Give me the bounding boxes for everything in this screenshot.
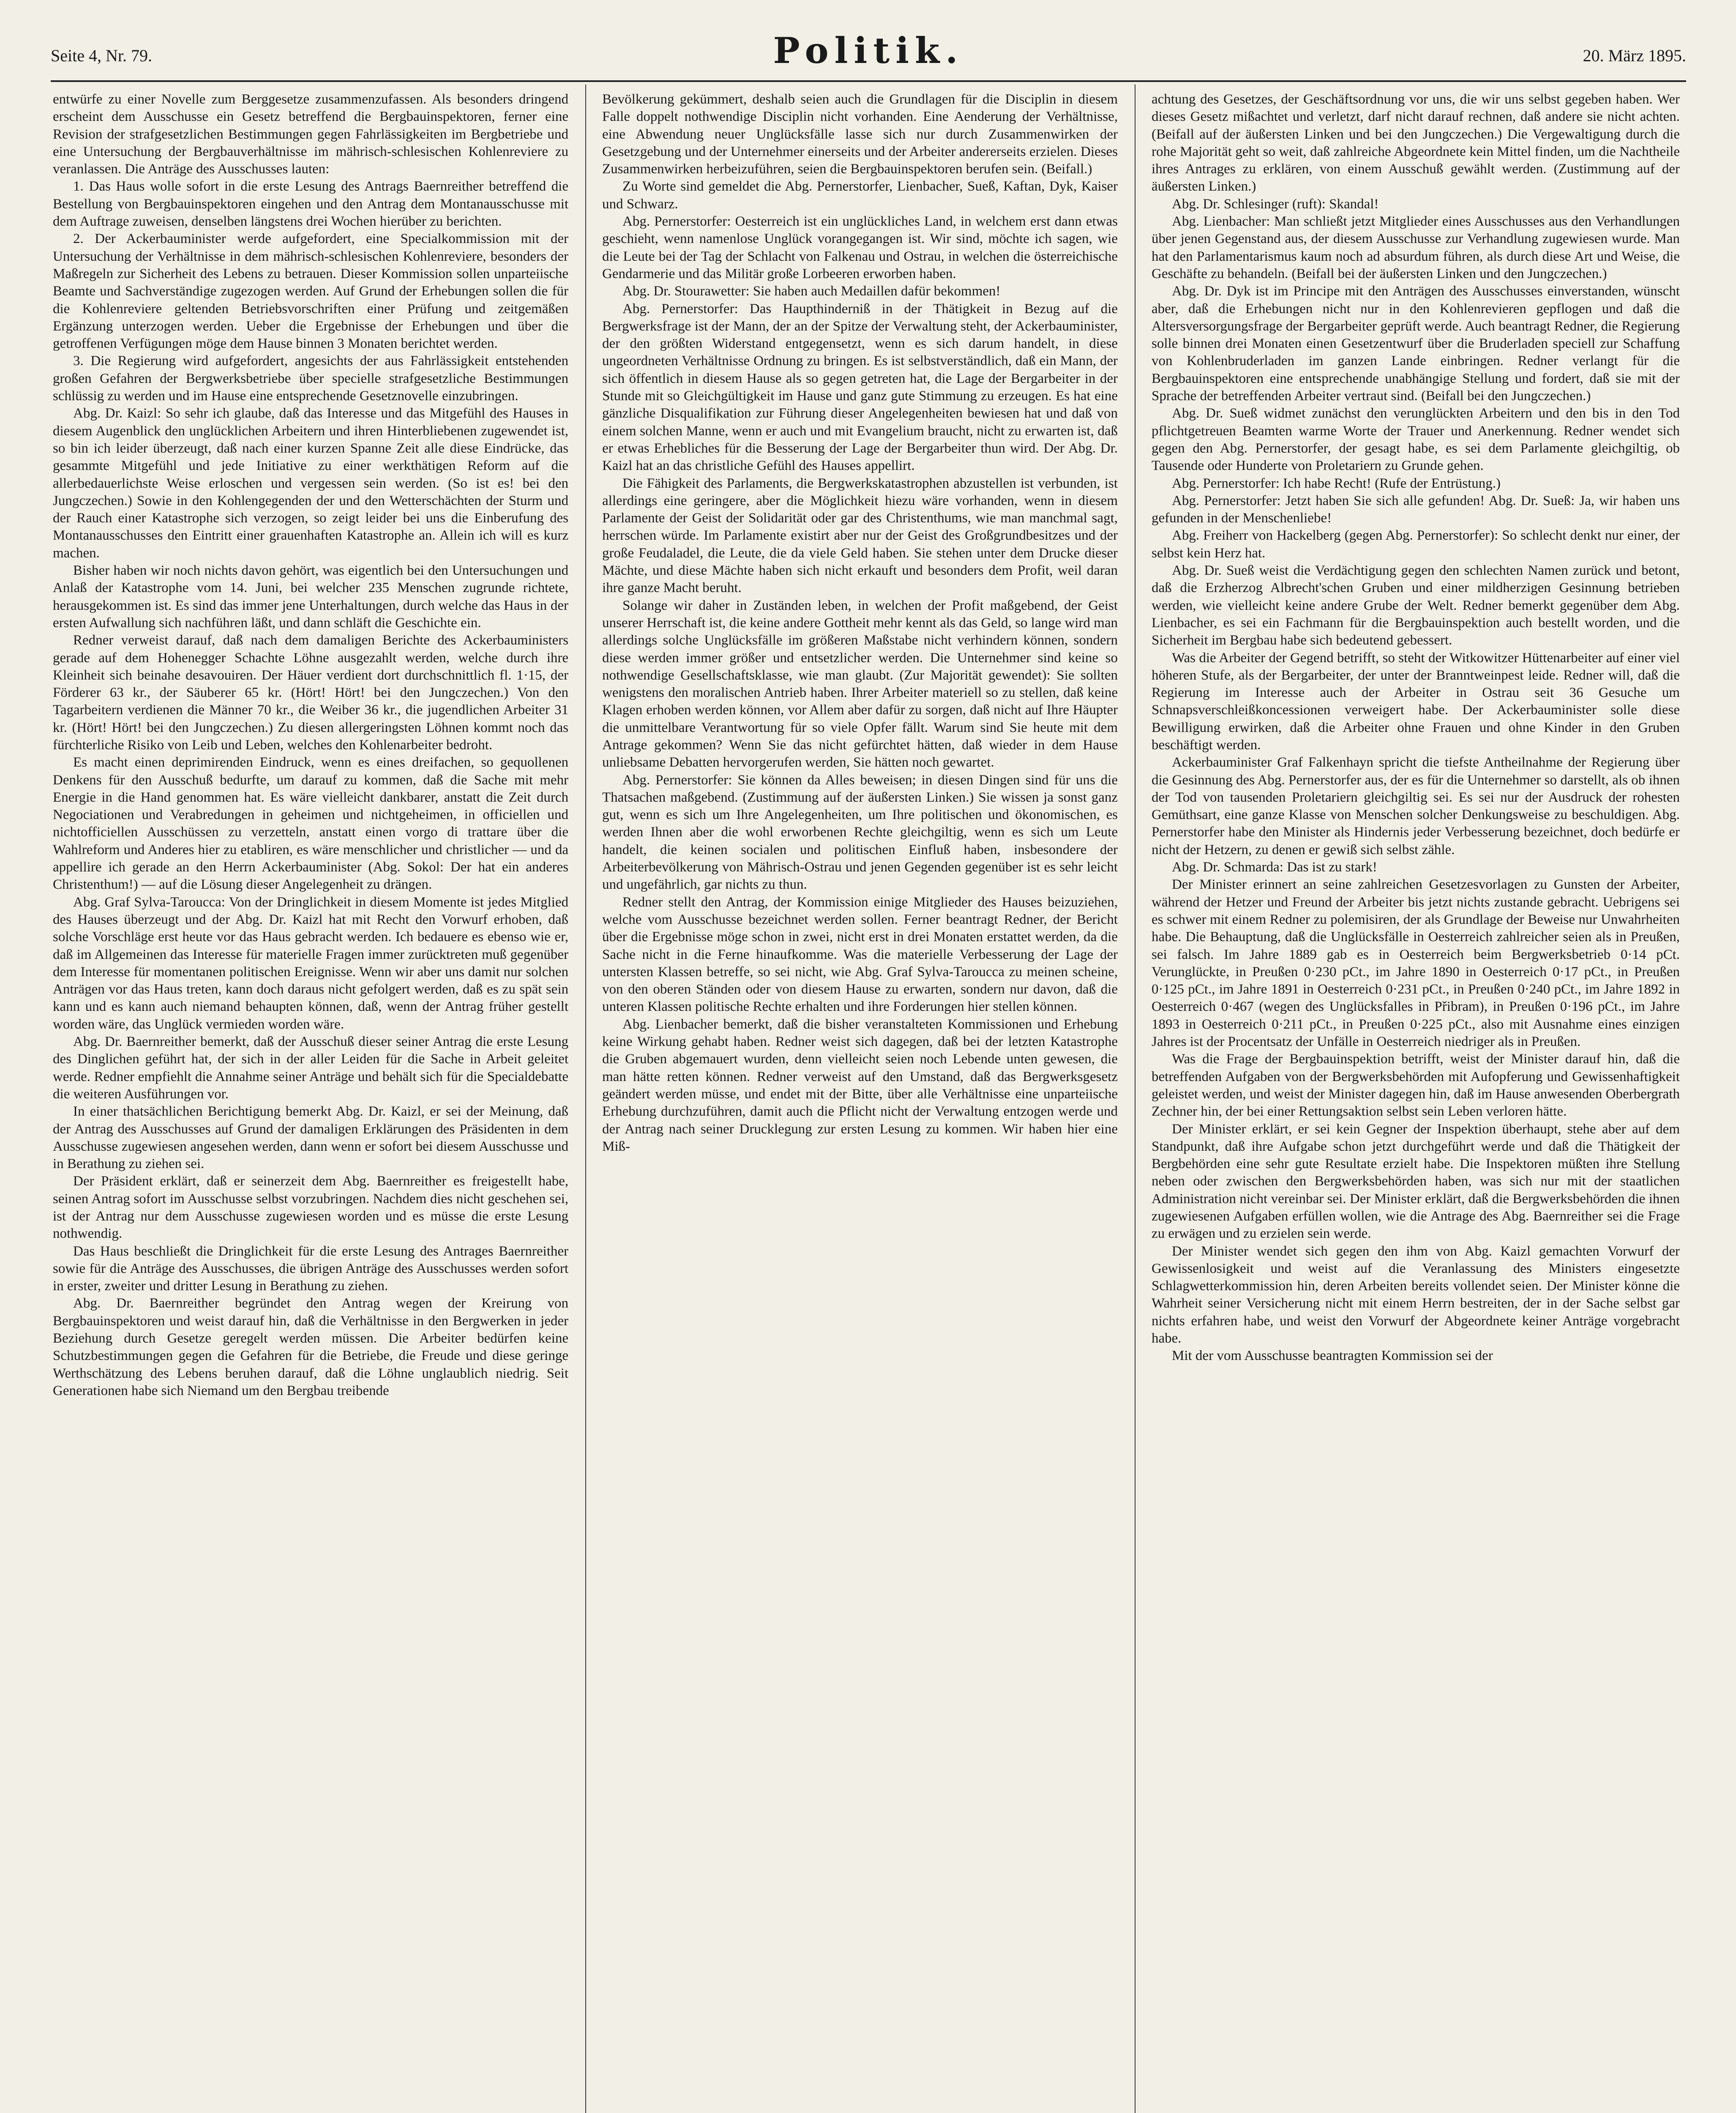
- article-paragraph: Abg. Lienbacher: Man schließt jetzt Mitglieder eines Ausschusses aus den Verhandlungen über jenen Gegenstand aus, der diesem Ausschusse zur Verhandlung zugewiesen wurde. Man hat den Parlamentarismus kaum noch ad absurdum führen, als durch diese Art und Weise, die Geschäfte zu behandeln. (Beifall bei der äußersten Linken und den Jungczechen.): [1152, 214, 1680, 281]
- article-paragraph: 3. Die Regierung wird aufgefordert, angesichts der aus Fahrlässigkeit entstehenden großen Gefahren der Bergwerksbetriebe über specielle strafgesetzliche Bestimmungen schlüssig zu werden und im Hause eine entsprechende Gesetznovelle einzubringen.: [53, 353, 568, 404]
- text-column-1: [53, 91, 568, 2113]
- column-divider: [585, 85, 586, 2113]
- article-paragraph: Mit der vom Ausschusse beantragten Kommission sei der: [1172, 1348, 1493, 1364]
- article-paragraph: Bisher haben wir noch nichts davon gehört, was eigentlich bei den Untersuchungen und Anlaß der Katastrophe vom 14. Juni, bei welcher 235 Menschen zugrunde richtete, herausgekommen ist. Es sind das immer jene Unterhaltungen, durch welche das Haus in der ersten Aufwallung sich nachführen läßt, und dann schläft die Geschichte ein.: [53, 563, 568, 631]
- article-paragraph: Solange wir daher in Zuständen leben, in welchen der Profit maßgebend, der Geist unserer Herrschaft ist, die keine andere Gottheit mehr kennt als das Geld, so lange wird man allerdings solche Unglücksfälle im größeren Maßstabe nicht verhindern können, sondern diese werden immer größer und entsetzlicher werden. Die Unternehmer sind keine so nothwendige Gesellschaftsklasse, wie man glaubt. (Zur Majorität gewendet): Sie sollten wenigstens den moralischen Antrieb haben. Ihrer Arbeiter materiell so zu stellen, daß keine Klagen erhoben werden können, vor Allem aber dafür zu sorgen, daß nicht auf Ihre Häupter die unmittelbare Verantwortung für so viele Opfer fällt. Warum sind Sie heute mit dem Antrage gekommen? Wenn Sie das nicht gefürchtet hätten, daß wieder in dem Hause unliebsame Debatten hervorgerufen werden, Sie hätten noch gewartet.: [602, 598, 1118, 770]
- article-paragraph: 2. Der Ackerbauminister werde aufgefordert, eine Specialkommission mit der Untersuchung der Verhältnisse in dem mährisch-schlesischen Kohlenreviere, besonders der Maßregeln zur Sicherheit des Lebens zu betrauen. Dieser Kommission sollen unparteiische Beamte und Sachverständige zugezogen werden. Auf Grund der Erhebungen sollen die für die Kohlenreviere geltenden Betriebsvorschriften einer Prüfung und zeitgemäßen Ergänzung unterzogen werden. Ueber die Ergebnisse der Erhebungen und über die getroffenen Verfügungen möge dem Hause binnen 3 Monaten berichtet werden.: [53, 231, 568, 352]
- article-paragraph: Abg. Pernerstorfer: Jetzt haben Sie sich alle gefunden! Abg. Dr. Sueß: Ja, wir haben uns gefunden in der Menschenliebe!: [1152, 493, 1680, 526]
- article-paragraph: Abg. Pernerstorfer: Ich habe Recht! (Rufe der Entrüstung.): [1172, 475, 1501, 491]
- article-paragraph: Was die Frage der Bergbauinspektion betrifft, weist der Minister darauf hin, daß die betreffenden Aufgaben von der Bergwerksbehörden mit Aufopferung und Gewissenhaftigkeit geleistet werden, und weist der Minister dagegen hin, daß im Hause anwesenden Oberbergrath Zechner hin, der bei einer Rettungsaktion selbst sein Leben verloren hätte.: [1152, 1051, 1680, 1119]
- issue-date: 20. März 1895.: [1583, 46, 1686, 65]
- article-paragraph: Abg. Dr. Baernreither begründet den Antrag wegen der Kreirung von Bergbauinspektoren und weist darauf hin, daß die Verhältnisse in den Bergwerken in jeder Beziehung durch Gesetze geregelt werden müssen. Die Arbeiter bedürfen keine Schutzbestimmungen gegen die Gefahren für die Betriebe, die Freude und diese geringe Werthschätzung des Lebens beruhen darauf, daß die Löhne unglaublich niedrig. Seit Generationen habe sich Niemand um den Bergbau treibende: [53, 1296, 568, 1398]
- section-title: Politik.: [773, 30, 964, 71]
- article-paragraph: Was die Arbeiter der Gegend betrifft, so steht der Witkowitzer Hüttenarbeiter auf einer viel höheren Stufe, als der Bergarbeiter, der unter der Branntweinpest leide. Redner will, daß die Regierung im Interesse auch der Arbeiter in Ostrau seit 36 Gesuche um Schnapsverschleißkoncessionen verweigert habe. Der Ackerbauminister solle diese Bewilligung erwirken, daß die Arbeiter ohne Frauen und ohne Kinder in den Gruben beschäftigt werden.: [1152, 650, 1680, 753]
- article-paragraph: Redner stellt den Antrag, der Kommission einige Mitglieder des Hauses beizuziehen, welche vom Ausschusse bezeichnet werden sollen. Ferner beantragt Redner, der Bericht über die Ergebnisse möge schon in zwei, nicht erst in drei Monaten erstattet werden, da die Sache nicht in die Ferne hinaufkomme. Was die materielle Verbesserung der Lage der untersten Klassen betreffe, so sei nicht, wie Abg. Graf Sylva-Taroucca zu meinen scheine, von den oberen Ständen oder von diesem Hause zu erwarten, sondern nur davon, daß die unteren Klassen politische Rechte erhalten und ihre Forderungen hier stellen können.: [602, 894, 1118, 1015]
- article-paragraph: Abg. Pernerstorfer: Das Haupthinderniß in der Thätigkeit in Bezug auf die Bergwerksfrage ist der Mann, der an der Spitze der Verwaltung steht, der Ackerbauminister, der den größten Widerstand entgegensetzt, wenn es sich darum handelt, in diese ungeordneten Verhältnisse Ordnung zu bringen. Es ist selbstverständlich, daß ein Mann, der sich öffentlich in diesem Hause als so gegen getreten hat, die Lage der Bergarbeiter in der Stunde mit so Gleichgültigkeit im Hause und ganz gute Stimmung zu erzeugen. Es hat eine gänzliche Disqualifikation zur Führung dieser Angelegenheiten bewiesen hat und daß von einem solchen Manne, wenn er auch und mit Evangelium braucht, nicht zu erwarten ist, daß er etwas Erhebliches für die Besserung der Lage der Bergarbeiter thun wird. Der Abg. Dr. Kaizl hat an das christliche Gefühl des Hauses appellirt.: [602, 301, 1118, 474]
- article-paragraph: Der Minister wendet sich gegen den ihm von Abg. Kaizl gemachten Vorwurf der Gewissenlosigkeit und weist auf die Veranlassung des Ministers eingesetzte Schlagwetterkommission hin, deren Arbeiten bereits vollendet seien. Der Minister könne die Wahrheit seiner Versicherung nicht mit einem Herrn bestreiten, der in der Sache selbst gar nichts erfahren habe, und weist den Vorwurf der Abgeordnete keiner Anträge vorgebracht habe.: [1152, 1243, 1680, 1346]
- article-paragraph: Abg. Graf Sylva-Taroucca: Von der Dringlichkeit in diesem Momente ist jedes Mitglied des Hauses überzeugt und der Abg. Dr. Kaizl hat mit Recht den Vorwurf erhoben, daß solche Vorschläge erst heute vor das Haus gebracht werden. Ich bedauere es ebenso wie er, daß im Allgemeinen das Interesse für materielle Fragen immer zurücktreten muß gegenüber dem Interesse für momentanen politischen Ereignisse. Wenn wir aber uns damit nur solchen Anträgen vor das Haus treten, kann doch daraus nicht gefolgert werden, daß es zu spät sein kann und es kann auch niemand behaupten können, daß, wenn der Antrag früher gestellt worden wäre, das Unglück vermieden worden wäre.: [53, 894, 568, 1032]
- article-paragraph: Ackerbauminister Graf Falkenhayn spricht die tiefste Antheilnahme der Regierung über die Gesinnung des Abg. Pernerstorfer aus, der es für die Unternehmer so darstellt, als ob ihnen der Tod von tausenden Proletariern gleichgiltig sei. Es sei nur der Ausdruck der rohesten Gemüthsart, eine ganze Klasse von Menschen solcher Denkungsweise zu beschuldigen. Abg. Pernerstorfer habe den Minister als Hindernis jeder Verbesserung bezeichnet, doch bedürfe er nicht der Hetzern, zu denen er gewiß sich selbst zähle.: [1152, 755, 1680, 857]
- article-paragraph: Abg. Dr. Sueß widmet zunächst den verunglückten Arbeitern und den bis in den Tod pflichtgetreuen Beamten warme Worte der Trauer und Anerkennung. Redner wendet sich gegen den Abg. Pernerstorfer, der gesagt habe, es sei dem Parlamente gleichgiltig, ob Tausende oder Hunderte von Proletariern zu Grunde gehen.: [1152, 406, 1680, 474]
- article-paragraph: Redner verweist darauf, daß nach dem damaligen Berichte des Ackerbauministers gerade auf dem Hohenegger Schachte Löhne ausgezahlt werden, welche durch ihre Kleinheit sich beinahe desavouiren. Der Häuer verdient dort durchschnittlich fl. 1·15, der Förderer 63 kr., der Säuberer 65 kr. (Hört! Hört! bei den Jungczechen.) Von den Tagarbeitern verdienen die Männer 70 kr., die Weiber 36 kr., die jugendlichen Arbeiter 31 kr. (Hört! Hört! bei den Jungczechen.) Zu diesen allergeringsten Löhnen kommt noch das fürchterliche Risiko von Leib und Leben, welches den Kohlenarbeiter bedroht.: [53, 633, 568, 753]
- article-paragraph: Abg. Lienbacher bemerkt, daß die bisher veranstalteten Kommissionen und Erhebung keine Wirkung gehabt haben. Redner weist sich dagegen, daß bei der letzten Katastrophe die Gruben abgemauert wurden, denn vielleicht seien noch Lebende unten gewesen, die man hätte retten können. Redner verweist auf den Umstand, daß das Bergwerksgesetz geändert werden müsse, und endet mit der Bitte, über alle Verhältnisse eine unparteiische Erhebung durchzuführen, damit auch die Pflicht nicht der Verwaltung entzogen werde und der Antrag nach seiner Drucklegung zur ersten Lesung zu kommen. Wir haben hier eine Miß-: [602, 1016, 1118, 1154]
- article-paragraph: achtung des Gesetzes, der Geschäftsordnung vor uns, die wir uns selbst gegeben haben. Wer dieses Gesetz mißachtet und verletzt, darf nicht darauf rechnen, daß andere sie nicht achten. (Beifall auf der äußersten Linken und bei den Jungczechen.) Die Vergewaltigung durch die rohe Majorität geht so weit, daß zahlreiche Abgeordnete kein Mittel finden, um die Nachtheile ihres Antrages zu erklären, von einem Ausschuß gewählt werden. (Zustimmung auf der äußersten Linken.): [1152, 92, 1680, 194]
- article-paragraph: Abg. Dr. Schmarda: Das ist zu stark!: [1172, 860, 1377, 875]
- article-paragraph: Der Präsident erklärt, daß er seinerzeit dem Abg. Baernreither es freigestellt habe, seinen Antrag sofort im Ausschusse selbst vorzubringen. Nachdem dies nicht geschehen sei, ist der Antrag nur dem Ausschusse zugewiesen worden und es müsse die erste Lesung nothwendig.: [53, 1174, 568, 1242]
- article-paragraph: Die Fähigkeit des Parlaments, die Bergwerkskatastrophen abzustellen ist verbunden, ist allerdings eine geringere, aber die Möglichkeit hiezu wäre vorhanden, wenn in diesem Parlamente der Geist der Solidarität oder gar des Christenthums, wie man manchmal sagt, herrschen würde. Im Parlamente existirt aber nur der Geist des Großgrundbesitzes und der große Feudaladel, die Leute, die da viele Geld haben. Sie stehen unter dem Drucke dieser Mächte, und diese Mächte haben sich nicht erkauft und besonders dem Profit, weil daran ihre ganze Macht beruht.: [602, 475, 1118, 596]
- article-paragraph: entwürfe zu einer Novelle zum Berggesetze zusammenzufassen. Als besonders dringend erscheint dem Ausschusse ein Gesetz betreffend die Bergbauinspektoren, ferner eine Revision der strafgesetzlichen Bestimmungen gegen Fahrlässigkeiten im Bergbetriebe und eine Untersuchung der Bergbauverhältnisse im mährisch-schlesischen Kohlenreviere zu veranlassen. Die Anträge des Ausschusses lauten:: [53, 92, 568, 177]
- article-paragraph: Es macht einen deprimirenden Eindruck, wenn es eines dreifachen, so gequollenen Denkens für den Ausschuß bedurfte, um darauf zu kommen, daß die Sache mit mehr Energie in die Hand genommen hat. Es wäre vielleicht dankbarer, anstatt die Zeit durch Negociationen und Verabredungen in geheimen und nichtgeheimen, in officiellen und nichtofficiellen Ausschüssen zu verzetteln, anstatt einen vorgo di trattare über die Wahlreform und Anderes hier zu etabliren, es wäre menschlicher und christlicher — und da appellire ich gerade an den Herrn Ackerbauminister (Abg. Sokol: Der hat ein anderes Christenthum!) — auf die Lösung dieser Angelegenheit zu drängen.: [53, 755, 568, 893]
- article-paragraph: In einer thatsächlichen Berichtigung bemerkt Abg. Dr. Kaizl, er sei der Meinung, daß der Antrag des Ausschusses auf Grund der damaligen Erklärungen des Präsidenten in dem Ausschusse zugewiesen angesehen werden, dann wenn er sofort bei diesem Ausschusse und in Berathung zu ziehen sei.: [53, 1104, 568, 1172]
- article-paragraph: Abg. Dr. Dyk ist im Principe mit den Anträgen des Ausschusses einverstanden, wünscht aber, daß die Erhebungen nicht nur in den Kohlenrevieren gepflogen und daß die Altersversorgungsfrage der Bergarbeiter geprüft werde. Auch beantragt Redner, die Regierung solle binnen drei Monaten einen Gesetzentwurf über die Bruderladen speciell zur Schaffung von Kohlenbruderladen im ganzen Lande einbringen. Redner verlangt für die Bergbauinspektoren eine entsprechende unabhängige Stellung und fordert, daß sie mit der Sprache der betreffenden Arbeiter vertraut sind. (Beifall bei den Jungczechen.): [1152, 284, 1680, 404]
- article-paragraph: 1. Das Haus wolle sofort in die erste Lesung des Antrags Baernreither betreffend die Bestellung von Bergbauinspektoren eingehen und den Antrag dem Montanausschusse mit dem Auftrage zuweisen, denselben längstens drei Wochen hierüber zu berichten.: [53, 179, 568, 229]
- article-paragraph: Der Minister erklärt, er sei kein Gegner der Inspektion überhaupt, stehe aber auf dem Standpunkt, daß ihre Aufgabe schon jetzt durchgeführt werde und daß die Thätigkeit der Bergbehörden eine sehr gute Resultate erzielt habe. Die Inspektoren müßten ihre Stellung neben oder zwischen den Bergwerksbehörden haben, was sich nur mit der staatlichen Administration nicht vereinbar sei. Der Minister erklärt, daß die Bergwerksbehörden die ihnen zugewiesenen Aufgaben erfüllen wollen, wie die Antrage des Abg. Baernreither sei die Frage zu erwägen und zu erzielen sein werde.: [1152, 1121, 1680, 1242]
- article-paragraph: Abg. Dr. Kaizl: So sehr ich glaube, daß das Interesse und das Mitgefühl des Hauses in diesem Augenblick den unglücklichen Arbeitern und ihren Hinterbliebenen zugewendet ist, so bin ich leider überzeugt, daß nach einer kurzen Spanne Zeit alle diese Eindrücke, das gesammte Mitgefühl und jede Initiative zu einer werkthätigen Reform auf die allerbedauerlichste Weise erloschen und vergessen sein werden. (So ist es! bei den Jungczechen.) Sowie in den Kohlengegenden der und den Wetterschächten der Sturm und der Rauch einer Katastrophe sich verzogen, so zeigt leider bei uns die Einberufung des Montanausschusses den Eintritt einer grauenhaften Katastrophe an. Allein ich will es kurz machen.: [53, 406, 568, 561]
- header-rule: [51, 80, 1686, 82]
- text-column-2: [602, 91, 1118, 2113]
- article-paragraph: Zu Worte sind gemeldet die Abg. Pernerstorfer, Lienbacher, Sueß, Kaftan, Dyk, Kaiser und Schwarz.: [602, 179, 1118, 212]
- article-paragraph: Abg. Pernerstorfer: Oesterreich ist ein unglückliches Land, in welchem erst dann etwas geschieht, wenn namenlose Unglück vorangegangen ist. Wir sind, möchte ich sagen, wie die Leute bei der Tag der Schlacht von Falkenau und Ostrau, in welchen die österreichische Gendarmerie und das Militär große Lorbeeren erworben haben.: [602, 214, 1118, 281]
- article-paragraph: Abg. Freiherr von Hackelberg (gegen Abg. Pernerstorfer): So schlecht denkt nur einer, der selbst kein Herz hat.: [1152, 528, 1680, 561]
- article-paragraph: Abg. Dr. Baernreither bemerkt, daß der Ausschuß dieser seiner Antrag die erste Lesung des Dinglichen geführt hat, der sich in der aller Leiden für die Sache in Arbeit geleitet werde. Redner empfiehlt die Annahme seiner Anträge und behält sich für die Specialdebatte die weiteren Ausführungen vor.: [53, 1034, 568, 1102]
- article-paragraph: Abg. Dr. Stourawetter: Sie haben auch Medaillen dafür bekommen!: [622, 284, 1001, 299]
- article-paragraph: Der Minister erinnert an seine zahlreichen Gesetzesvorlagen zu Gunsten der Arbeiter, während der Hetzer und Freund der Arbeiter bis jetzt nichts zustande gebracht. Uebrigens sei es schwer mit einem Redner zu polemisiren, der als Grundlage der Beweise nur Unwahrheiten habe. Die Behauptung, daß die Unglücksfälle in Oesterreich zahlreicher seien als in Preußen, sei falsch. Im Jahre 1889 gab es in Oesterreich beim Bergwerksbetrieb 0·14 pCt. Verunglückte, in Preußen 0·230 pCt., im Jahre 1890 in Oesterreich 0·17 pCt., in Preußen 0·125 pCt., im Jahre 1891 in Oesterreich 0·231 pCt., in Preußen 0·240 pCt., im Jahre 1892 in Oesterreich 0·467 (wegen des Unglücksfalles in Přibram), in Preußen 0·196 pCt., im Jahre 1893 in Oesterreich 0·211 pCt., in Preußen 0·225 pCt., also mit Ausnahme eines einzigen Jahres ist der Procentsatz der Unfälle in Oesterreich niedriger als in Preußen.: [1152, 877, 1680, 1050]
- article-paragraph: Abg. Dr. Sueß weist die Verdächtigung gegen den schlechten Namen zurück und betont, daß die Erzherzog Albrecht'schen Gruben und einer mildherzigen Gesinnung betrieben werden, wie vielleicht keine andere Grube der Welt. Redner bemerkt gegenüber dem Abg. Lienbacher, es sei ein Fachmann für die Bergbauinspektion auch bestellt worden, und die Sicherheit im Bergbau habe sich bedeutend gebessert.: [1152, 563, 1680, 648]
- article-paragraph: Abg. Pernerstorfer: Sie können da Alles beweisen; in diesen Dingen sind für uns die Thatsachen maßgebend. (Zustimmung auf der äußersten Linken.) Sie wissen ja sonst ganz gut, wenn es sich um Ihre Angelegenheiten, um Ihre politischen und ökonomischen, es werden Ihnen aber die wohl erworbenen Rechte gleichgiltig, wenn es sich um Leute handelt, die keinen socialen und politischen Einfluß haben, insbesondere der Arbeiterbevölkerung von Mährisch-Ostrau und jenen Gegenden gegenüber ist es sehr leicht und ungefährlich, gar nichts zu thun.: [602, 772, 1118, 893]
- article-paragraph: Bevölkerung gekümmert, deshalb seien auch die Grundlagen für die Disciplin in diesem Falle doppelt nothwendige Disciplin nicht vorhanden. Eine Aenderung der Verhältnisse, eine Abwendung neuer Unglücksfälle lasse sich nur durch Zusammenwirken der Gesetzgebung und der Unternehmer einerseits und der Arbeiter andererseits erzielen. Dieses Zusammenwirken herbeizuführen, seien die Bergbauinspektoren berufen sein. (Beifall.): [602, 92, 1118, 177]
- page-number: Seite 4, Nr. 79.: [51, 46, 152, 65]
- article-paragraph: Abg. Dr. Schlesinger (ruft): Skandal!: [1172, 196, 1379, 212]
- article-paragraph: Das Haus beschließt die Dringlichkeit für die erste Lesung des Antrages Baernreither sowie für die Anträge des Ausschusses, die übrigen Anträge des Ausschusses werden sofort in erster, zweiter und dritter Lesung in Berathung zu ziehen.: [53, 1243, 568, 1294]
- text-column-3: [1152, 91, 1680, 2113]
- page-header: [51, 30, 1686, 76]
